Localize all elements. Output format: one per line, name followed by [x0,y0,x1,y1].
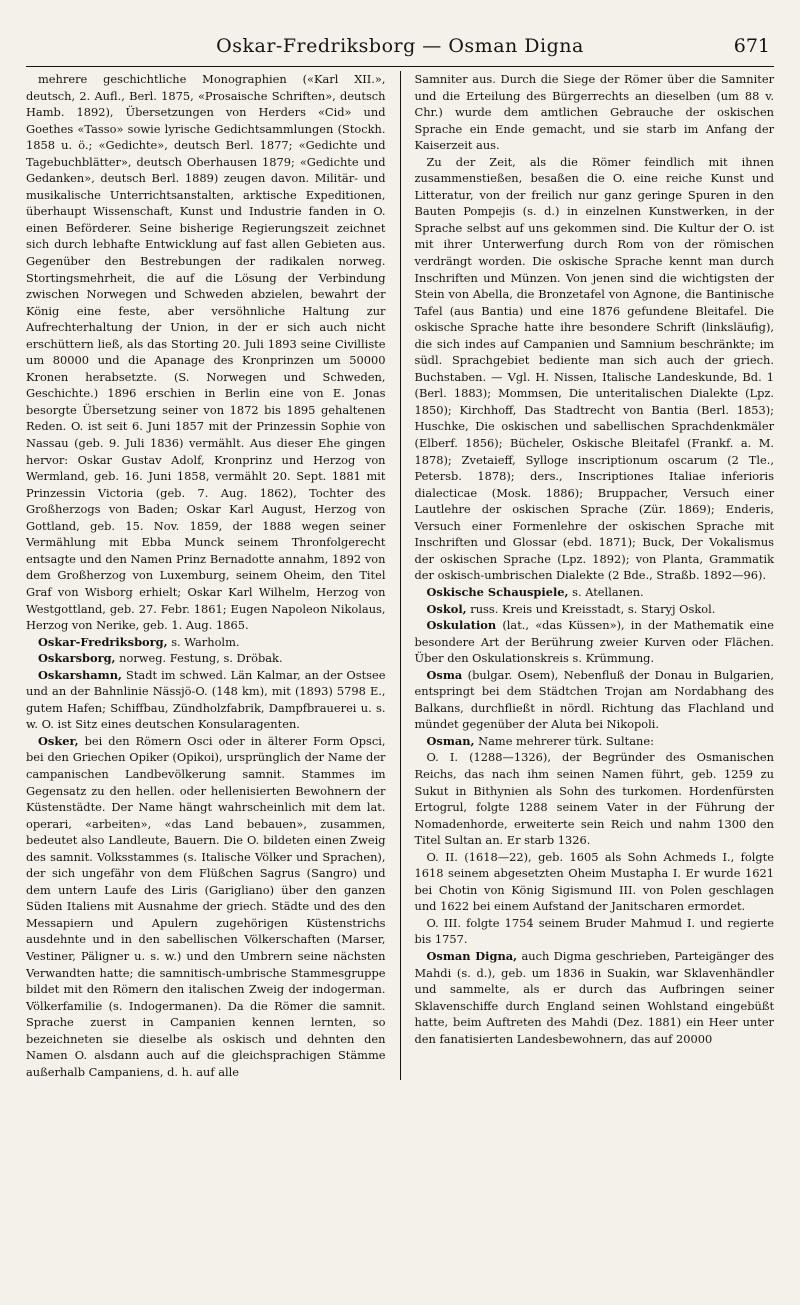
entry-text: norweg. Festung, s. Dröbak. [115,651,283,666]
right-column [415,71,775,1080]
entry-text: mehrere geschichtliche Monographien («Karl XII.», deutsch, 2. Aufl., Berl. 1875, «Prosaische Schriften», deutsch Hamb. 1892), Übersetzungen von Herders «Cid» und Goethes «Tasso» sowie lyrische Gedichtsammlungen (Stockh. 1858 u. ö.; «Gedichte», deutsch Berl. 1877; «Gedichte und Tagebuchblätter», deutsch Oberhausen 1879; «Gedichte und Gedanken», deutsch Berl. 1889) zeugen davon. Militär- und musikalische Unterrichtsanstalten, arktische Expeditionen, überhaupt Wissenschaft, Kunst und Industrie fanden in O. einen Beförderer. Seine bisherige Regierungszeit zeichnet sich durch lebhafte Entwicklung auf fast allen Gebieten aus. Gegenüber den Bestrebungen der radikalen norweg. Stortingsmehrheit, die auf die Lösung der Verbindung zwischen Norwegen und Schweden abzielen, bewahrt der König eine feste, aber versöhnliche Haltung zur Aufrechterhaltung der Union, in der er sich auch nicht erschüttern ließ, als das Storting 20. Juli 1893 seine Civilliste um 80000 und die Apanage des Kronprinzen um 50000 Kronen herabsetzte. (S. Norwegen und Schweden, Geschichte.) 1896 erschien in Berlin eine von E. Jonas besorgte Übersetzung seiner von 1872 bis 1895 gehaltenen Reden. O. ist seit 6. Juni 1857 mit der Prinzessin Sophie von Nassau (geb. 9. Juli 1836) vermählt. Aus dieser Ehe gingen hervor: Oskar Gustav Adolf, Kronprinz und Herzog von Wermland, geb. 16. Juni 1858, vermählt 20. Sept. 1881 mit Prinzessin Victoria (geb. 7. Aug. 1862), Tochter des Großherzogs von Baden; Oskar Karl August, Herzog von Gottland, geb. 15. Nov. 1859, der 1888 wegen seiner Vermählung mit Ebba Munck seinem Thronfolgerecht entsagte und den Namen Prinz Bernadotte annahm, 1892 von dem Großherzog von Luxemburg, seinem Oheim, den Titel Graf von Wisborg erhielt; Oskar Karl Wilhelm, Herzog von Westgottland, geb. 27. Febr. 1861; Eugen Napoleon Nikolaus, Herzog von Nerike, geb. 1. Aug. 1865. [26,72,386,633]
left-column-entry [26,650,386,667]
text-columns [26,71,774,1080]
running-head: Oskar-Fredriksborg — Osman Digna [216,35,584,57]
right-column-entry [415,667,775,733]
entry-text: O. III. folgte 1754 seinem Bruder Mahmud I. und regierte bis 1757. [414,915,775,947]
entry-text: Name mehrerer türk. Sultane: [474,733,654,748]
page-number: 671 [733,35,770,57]
left-column-entry [26,634,386,651]
entry-headword: Oskarshamn, [38,667,122,682]
right-column-entry [415,749,775,848]
left-column-entry [26,71,386,634]
right-column-entry [415,617,775,667]
entry-text: auch Digma geschrieben, Parteigänger des Mahdi (s. d.), geb. um 1836 in Suakin, war Sklavenhändler und sammelte, als er durch das Aufbringen seiner Sklavenschiffe durch England seinen Wohlstand eingebüßt hatte, beim Auftreten des Mahdi (Dez. 1881) ein Heer unter den fanatisierten Landesbewohnern, das auf 20000 [414,948,775,1046]
entry-headword: Oskulation [426,618,497,633]
entry-text: O. I. (1288—1326), der Begründer des Osmanischen Reichs, das nach ihm seinen Namen führt, geb. 1259 zu Sukut in Bithynien als Sohn des turkomen. Hordenfürsten Ertogrul, folgte 1288 seinem Vater in der Führung der Nomadenhorde, erweiterte sein Reich und nahm 1300 den Titel Sultan an. Er starb 1326. [414,750,775,848]
entry-text: Zu der Zeit, als die Römer feindlich mit ihnen zusammenstießen, besaßen die O. eine reiche Kunst und Litteratur, von der freilich nur ganz geringe Spuren in den Bauten Pompejis (s. d.) in einzelnen Kunstwerken, in der Sprache selbst auf uns gekommen sind. Die Kultur der O. ist mit ihrer Unterwerfung durch Rom von der römischen verdrängt worden. Die oskische Sprache kennt man durch Inschriften und Münzen. Von jenen sind die wichtigsten der Stein von Abella, die Bronzetafel von Agnone, die Bantinische Tafel (aus Bantia) und eine 1876 gefundene Bleitafel. Die oskische Sprache hatte ihre besondere Schrift (linksläufig), die sich indes auf Campanien und Samnium beschränkte; im südl. Sprachgebiet bediente man sich auch der griech. Buchstaben. — Vgl. H. Nissen, Italische Landeskunde, Bd. 1 (Berl. 1883); Mommsen, Die unteritalischen Dialekte (Lpz. 1850); Kirchhoff, Das Stadtrecht von Bantia (Berl. 1853); Huschke, Die oskischen und sabellischen Sprachdenkmäler (Elberf. 1856); Bücheler, Oskische Bleitafel (Frankf. a. M. 1878); Zvetaieff, Sylloge inscriptionum oscarum (2 Tle., Petersb. 1878); ders., Inscriptiones Italiae inferioris dialecticae (Mosk. 1886); Bruppacher, Versuch einer Lautlehre der oskischen Sprache (Zür. 1869); Enderis, Versuch einer Formenlehre der oskischen Sprache mit Inschriften und Glossar (ebd. 1871); Buck, Der Vokalismus der oskischen Sprache (Lpz. 1892); von Planta, Grammatik der oskisch-umbrischen Dialekte (2 Bde., Straßb. 1892—96). [414,154,775,583]
entry-headword: Osman, [426,733,475,748]
entry-headword: Oskar-Fredriksborg, [38,634,168,649]
entry-headword: Osma [426,667,463,682]
entry-text: s. Warholm. [167,634,240,649]
right-column-entry [415,915,775,948]
entry-text: (bulgar. Osem), Nebenfluß der Donau in Bulgarien, entspringt bei dem Städtchen Trojan am Nordabhang des Balkans, durchfließt in nördl. Richtung das Flachland und mündet gegenüber der Aluta bei Nikopoli. [414,667,775,732]
entry-text: (lat., «das Küssen»), in der Mathematik eine besondere Art der Berührung zweier Kurven oder Flächen. Über den Oskulationskreis s. Krümmung. [414,618,775,666]
right-column-entry [415,733,775,750]
entry-headword: Osker, [38,733,79,748]
left-column-entry [26,733,386,1080]
entry-text: s. Atellanen. [568,584,644,599]
entry-headword: Oskol, [426,601,467,616]
entry-headword: Oskarsborg, [38,651,116,666]
right-column-entry [415,154,775,584]
entry-text: Stadt im schwed. Län Kalmar, an der Ostsee und an der Bahnlinie Nässjö-O. (148 km), mit (1893) 5798 E., gutem Hafen; Schiffbau, Zündholzfabrik, Dampfbrauerei u. s. w. O. ist Sitz eines deutschen Konsularagenten. [26,667,386,732]
right-column-entry [415,849,775,915]
entry-text: Samniter aus. Durch die Siege der Römer über die Samniter und die Erteilung des Bürgerrechts an dieselben (um 88 v. Chr.) wurde dem amtlichen Gebrauche der oskischen Sprache ein Ende gemacht, und sie starb im Anfang der Kaiserzeit aus. [414,72,775,153]
entry-text: russ. Kreis und Kreisstadt, s. Staryj Oskol. [466,601,716,616]
column-divider [400,71,401,1080]
entry-headword: Oskische Schauspiele, [426,584,569,599]
entry-headword: Osman Digna, [426,948,518,963]
right-column-entry [415,584,775,601]
right-column-entry [415,948,775,1047]
right-column-entry [415,71,775,154]
page-header [26,26,774,67]
left-column [26,71,386,1080]
entry-text: O. II. (1618—22), geb. 1605 als Sohn Achmeds I., folgte 1618 seinem abgesetzten Oheim Mustapha I. Er wurde 1621 bei Chotin von König Sigismund III. von Polen geschlagen und 1622 bei einem Aufstand der Janitscharen ermordet. [414,849,775,914]
left-column-entry [26,667,386,733]
right-column-entry [415,601,775,618]
entry-text: bei den Römern Osci oder in älterer Form Opsci, bei den Griechen Opiker (Opikoi), ursprünglich der Name der campanischen Landbevölkerung samnit. Stammes im Gegensatz zu den hellen. oder hellenisierten Bewohnern der Küstenstädte. Der Name hängt wahrscheinlich mit dem lat. operari, «arbeiten», «das Land bebauen», zusammen, bedeutet also Landleute, Bauern. Die O. bildeten einen Zweig des samnit. Volksstammes (s. Italische Völker und Sprachen), der sich ungefähr von dem Flüßchen Sagrus (Sangro) und dem untern Laufe des Liris (Garigliano) über den ganzen Süden Italiens mit Ausnahme der griech. Städte und des den Messapiern und Apulern zugehörigen Küstenstrichs ausdehnte und in den sabellischen Völkerschaften (Marser, Vestiner, Päligner u. s. w.) und den Umbrern seine nächsten Verwandten hatte; die samnitisch-umbrische Stammesgruppe bildet mit den Römern den italischen Zweig der indogerman. Völkerfamilie (s. Indogermanen). Da die Römer die samnit. Sprache zuerst in Campanien kennen lernten, so bezeichneten sie dieselbe als oskisch und dehnten den Namen O. alsdann auch auf die gleichsprachigen Stämme außerhalb Campaniens, d. h. auf alle [26,733,386,1079]
